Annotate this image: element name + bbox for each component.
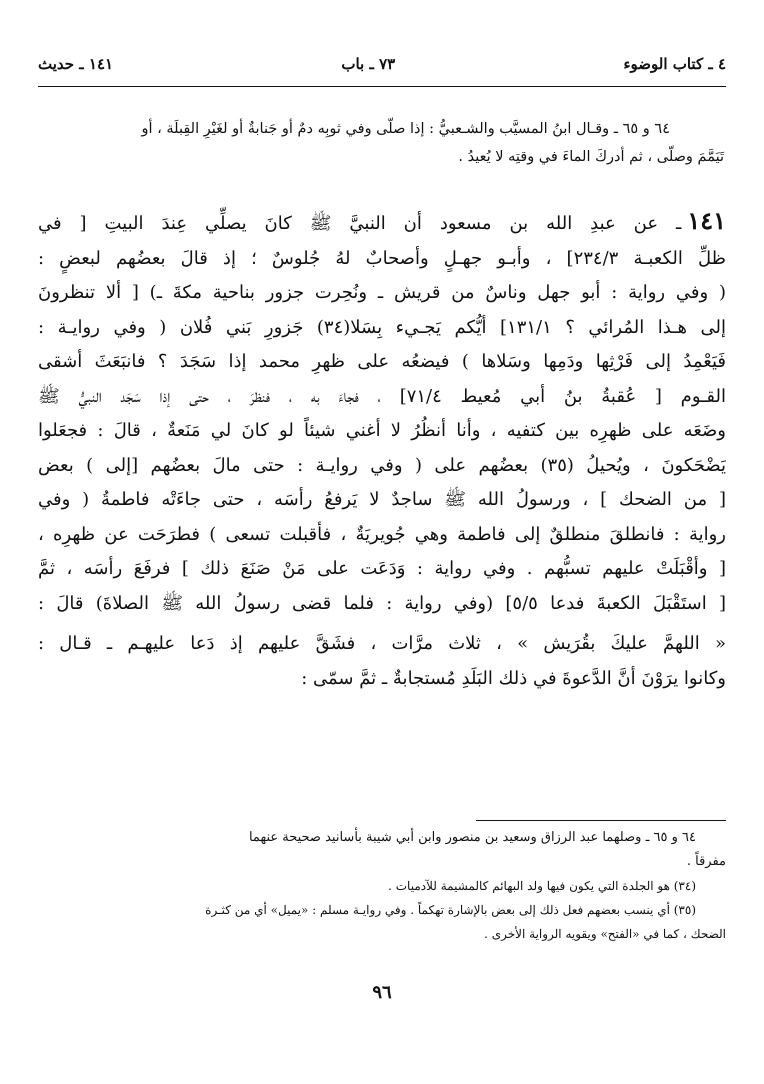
hadith-line-4: إلى هـذا المُرائي ؟ ١٣١/١] أيُّكم يَجـيء بِسَلا(٣٤) جَزورِ بَني فُلان ( وفي روايـة : [38, 316, 726, 338]
header-divider [38, 86, 726, 87]
hadith-text [38, 204, 726, 696]
footnote-source-line-1: ٦٤ و ٦٥ ـ وصلهما عبد الرزاق وسعيد بن منصور وابن أبي شيبة بأسانيد صحيحة عنهما [248, 830, 696, 845]
footnote-source-line-2: مفرقاً . [686, 854, 726, 869]
footnote-divider [476, 820, 726, 821]
hadith-line-12: [ استَقْبَلَ الكعبةَ فدعا ٥/٥] (وفي رواية : فلما قضى رسولُ الله ﷺ الصلاةَ) قالَ : [38, 592, 726, 614]
footnotes [36, 826, 726, 946]
running-header [38, 50, 726, 78]
header-hadith-number: ١٤١ ـ حديث [38, 55, 114, 73]
hadith-line-11: [ وأقْبَلَتْ عليهم تسبُّهم . وفي رواية : وَدَعَت على مَنْ صَنَعَ ذلك ] فرفَعَ رأسَه ، ثمَّ [38, 558, 726, 579]
hadith-line-3: ( وفي رواية : أبو جهل وناسٌ من قريش ـ ونُحِرت جزور بناحية مكةَ ـ) [ ألا تنظرونَ [38, 282, 726, 303]
hadith-line-5: فَيَعْمِدُ إلى فَرْثِها ودَمِها وسَلاها ) فيضعُه على ظهرِ محمد إذا سَجَدَ ؟ فانبَعَثَ أشقى [38, 351, 726, 372]
header-book-title: ٤ ـ كتاب الوضوء [623, 55, 726, 73]
hadith-line-1: ١٤١ـ عن عبدِ الله بن مسعود أن النبيَّ ﷺ كانَ يصلِّي عِندَ البيتِ [ في [38, 206, 726, 235]
hadith-number: ١٤١ [687, 206, 726, 235]
header-chapter: ٧٣ ـ باب [341, 55, 396, 73]
hadith-line-10: رواية : فانطلقَ منطلقٌ إلى فاطمة وهي جُويريَةٌ ، فأقبلت تسعى ) فطرَحَت عن ظهرِه ، [38, 523, 726, 545]
hadith-line-13: « اللهمَّ عليكَ بقُرَيش » ، ثلاث مرَّات ، فشَقَّ عليهم إذ دَعا عليهـم ـ قـال : [38, 633, 726, 654]
hadith-line-8: يَضْحَكونَ ، ويُحيلُ (٣٥) بعضُهم على ( وفي روايـة : حتى مالَ بعضُهم [إلى ) بعض [38, 454, 726, 476]
footnote-35-line-1: (٣٥) أي ينسب بعضهم فعل ذلك إلى بعض بالإشارة تهكماً . وفي روايـة مسلم : «يميل» أي من كثـرة [205, 903, 696, 917]
footnote-34: (٣٤) هو الجلدة التي يكون فيها ولد البهائم كالمشيمة للآدميات . [388, 879, 696, 893]
hadith-line-2: ظلِّ الكعبـة ٢٣٤/٣] ، وأبـو جهـلٍ وأصحابٌ لهُ جُلوسٌ ؛ إذ قالَ بعضُهم لبعضٍ : [38, 247, 726, 269]
hadith-line-14: وكانوا يرَوْنَ أنَّ الدَّعوةَ في ذلك البَلَدِ مُستجابةٌ ـ ثمَّ سمّى : [301, 667, 726, 689]
hadith-line-9: [ من الضحك ] ، ورسولُ الله ﷺ ساجدٌ لا يَرفعُ رأسَه ، حتى جاءَتْه فاطمةُ ( وفي [38, 489, 726, 510]
intro-line-1: ٦٤ و ٦٥ ـ وقـال ابنُ المسيَّب والشـعبيُّ : إذا صلّى وفي ثوبِه دمٌ أو جَنابةٌ أو لغَيْرِ القِبلَة ، أو [141, 121, 670, 137]
footnote-35-line-2: الضحك ، كما في «الفتح» ويقويه الرواية الأخرى . [484, 927, 726, 941]
hadith-line-6: القـوم [ عُقبةُ بنُ أبي مُعيط ٧١/٤] ، فجاءَ به ، فنظرَ ، حتى إذا سَجَد النبيُّ ﷺ [38, 385, 726, 407]
intro-paragraph [36, 115, 726, 171]
intro-line-2: تَيَمَّمَ وصلّى ، ثم أدركَ الماءَ في وقتِه لا يُعيدُ . [458, 149, 724, 165]
hadith-line-7: وضَعَه على ظهرِه بين كتفيه ، وأنا أنظُرُ لا أغني شيئاً لو كانَ لي مَنَعةٌ ، قالَ : فجعَلوا [38, 420, 726, 441]
page-number: ٩٦ [372, 982, 392, 1003]
